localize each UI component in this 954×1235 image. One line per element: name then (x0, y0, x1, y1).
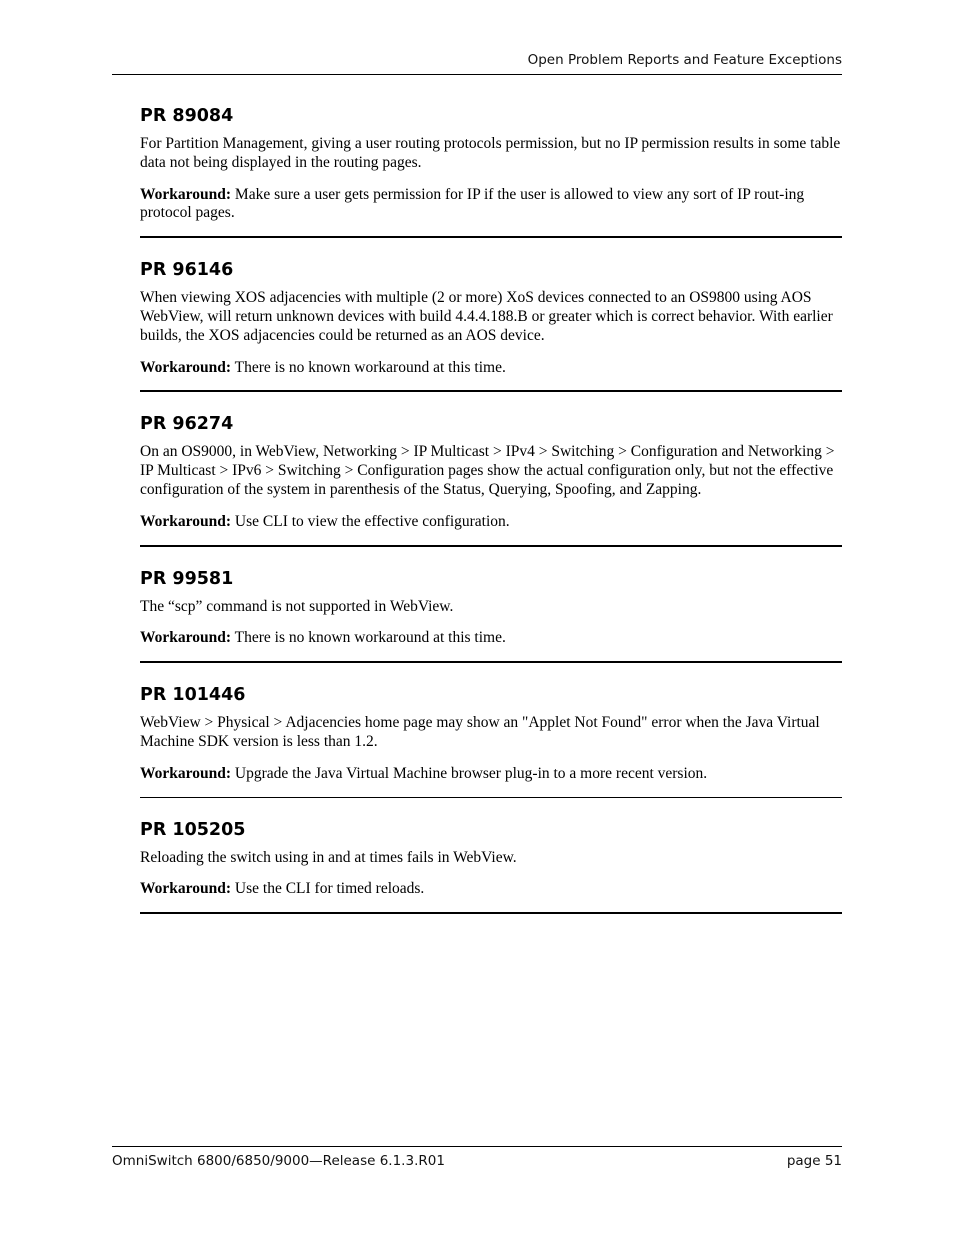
workaround-text: Use the CLI for timed reloads. (234, 880, 425, 898)
report-description: The “scp” command is not supported in WebView. (140, 597, 454, 615)
report-workaround (140, 359, 842, 378)
workaround-text: There is no known workaround at this time. (234, 629, 506, 647)
report-id: PR 99581 (140, 568, 234, 589)
workaround-text: There is no known workaround at this time. (234, 358, 506, 376)
workaround-label: Workaround: (140, 512, 232, 530)
workaround-label: Workaround: (140, 764, 232, 782)
report-workaround (140, 880, 842, 899)
report-workaround (140, 629, 842, 648)
report-description: When viewing XOS adjacencies with multiple (2 or more) XoS devices connected to an OS9800 using AOS WebView, will return unknown devices with build 4.4.4.188.B or greater which is correct behavior. With earlier builds, the XOS adjacencies could be returned as an AOS device. (140, 289, 833, 344)
workaround-text: Make sure a user gets permission for IP if the user is allowed to view any sort of IP rout-ing protocol pages. (140, 185, 805, 222)
report-id: PR 96274 (140, 414, 234, 435)
report-list (140, 104, 842, 934)
report-id: PR 101446 (140, 685, 246, 706)
report-description: WebView > Physical > Adjacencies home page may show an "Applet Not Found" error when the Java Virtual Machine SDK version is less than 1.2. (140, 714, 820, 750)
report-description: On an OS9000, in WebView, Networking > IP Multicast > IPv4 > Switching > Configuration and Networking > IP Multicast > IPv6 > Switching > Configuration pages show the actual configuration only, but not the effective configuration of the system in parenthesis of the Status, Querying, Spoofing, and Zapping. (140, 443, 835, 498)
report-workaround (140, 513, 842, 532)
problem-report (140, 567, 842, 664)
workaround-label: Workaround: (140, 358, 232, 376)
report-id: PR 105205 (140, 819, 246, 840)
workaround-label: Workaround: (140, 880, 232, 898)
workaround-text: Upgrade the Java Virtual Machine browser plug-in to a more recent version. (234, 764, 708, 782)
workaround-label: Workaround: (140, 629, 232, 647)
report-description: For Partition Management, giving a user routing protocols permission, but no IP permission results in some table data not being displayed in the routing pages. (140, 135, 841, 171)
workaround-label: Workaround: (140, 185, 232, 203)
report-workaround (140, 765, 842, 784)
problem-report (140, 818, 842, 915)
report-description: Reloading the switch using in and at times fails in WebView. (140, 848, 517, 866)
problem-report (140, 412, 842, 546)
header-rule (112, 74, 842, 75)
problem-report (140, 104, 842, 238)
workaround-text: Use CLI to view the effective configuration. (234, 512, 510, 530)
footer-rule (112, 1146, 842, 1147)
page-number: page 51 (786, 1153, 842, 1169)
report-id: PR 89084 (140, 106, 234, 126)
report-id: PR 96146 (140, 260, 234, 281)
report-workaround (140, 186, 842, 224)
page-footer (112, 1151, 842, 1171)
problem-report (140, 683, 842, 797)
problem-report (140, 258, 842, 392)
footer-doc-title: OmniSwitch 6800/6850/9000—Release 6.1.3.R01 (112, 1153, 445, 1169)
page-header: Open Problem Reports and Feature Exceptions (527, 52, 842, 68)
